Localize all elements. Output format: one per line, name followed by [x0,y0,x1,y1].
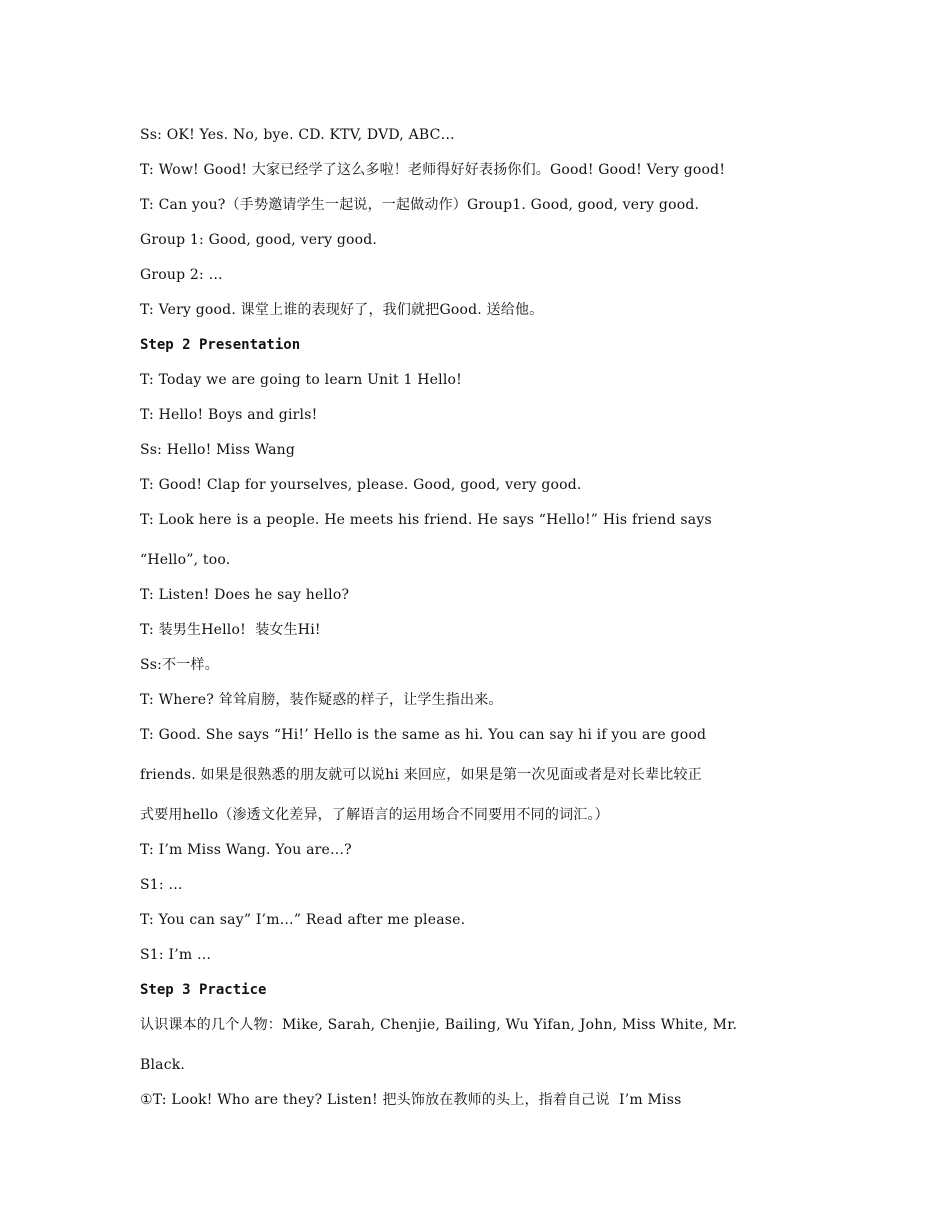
text-line: T: Today we are going to learn Unit 1 Hello! [140,372,462,388]
text-line: T: You can say” I’m…” Read after me please. [140,912,466,928]
text-line: T: I’m Miss Wang. You are…? [140,842,352,858]
text-line: T: Look here is a people. He meets his friend. He says “Hello!” His friend says [140,512,712,528]
text-line: Group 2: … [140,267,223,283]
text-line: T: Where? 耸耸肩膀，装作疑惑的样子，让学生指出来。 [140,692,503,708]
text-line: 式要用hello（渗透文化差异，了解语言的运用场合不同要用不同的词汇。） [140,807,609,823]
text-line: Black. [140,1057,186,1073]
text-line: T: Good. She says “Hi!’ Hello is the same as hi. You can say hi if you are good [140,727,707,743]
text-line: T: Listen! Does he say hello? [140,587,350,603]
text-line: 认识课本的几个人物：Mike, Sarah, Chenjie, Bailing, Wu Yifan, John, Miss White, Mr. [140,1017,738,1033]
text-line: T: 装男生Hello! 装女生Hi! [140,622,321,638]
text-line: Ss:不一样。 [140,657,219,673]
text-line: “Hello”, too. [140,552,231,568]
document-page [140,118,820,1118]
text-line: T: Very good. 课堂上谁的表现好了，我们就把Good. 送给他。 [140,302,544,318]
text-line: Ss: OK! Yes. No, bye. CD. KTV, DVD, ABC… [140,127,455,143]
text-line: T: Good! Clap for yourselves, please. Good, good, very good. [140,477,582,493]
text-line: ①T: Look! Who are they? Listen! 把头饰放在教师的头上，指着自己说 I’m Miss [140,1092,682,1108]
text-line: friends. 如果是很熟悉的朋友就可以说hi 来回应，如果是第一次见面或者是对长辈比较正 [140,767,702,783]
text-line: Ss: Hello! Miss Wang [140,442,296,458]
text-line: T: Can you?（手势邀请学生一起说，一起做动作）Group1. Good, good, very good. [140,197,700,213]
section-heading: Step 2 Presentation [140,337,301,353]
text-line: S1: I’m … [140,947,212,963]
section-heading: Step 3 Practice [140,982,267,998]
text-line: S1: … [140,877,183,893]
text-line: Group 1: Good, good, very good. [140,232,378,248]
text-line: T: Wow! Good! 大家已经学了这么多啦！老师得好好表扬你们。Good! Good! Very good! [140,162,726,178]
text-line: T: Hello! Boys and girls! [140,407,318,423]
